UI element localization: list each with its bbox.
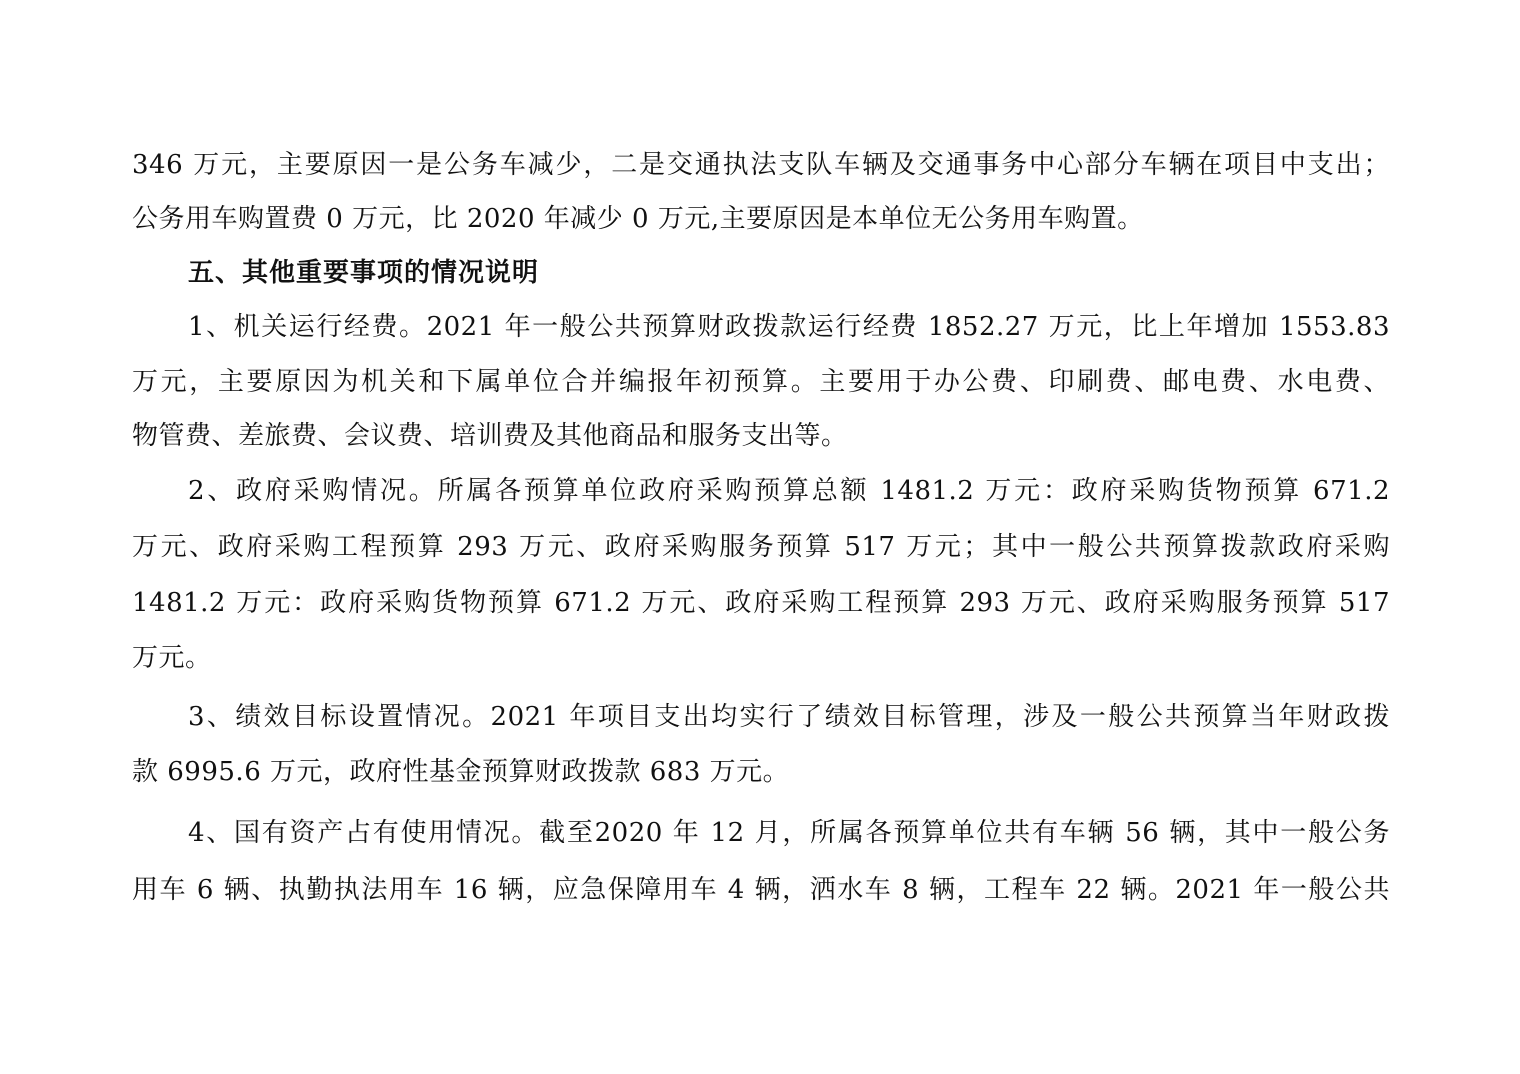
document-page bbox=[132, 0, 1390, 1074]
paragraph-line: 万元，主要原因为机关和下属单位合并编报年初预算。主要用于办公费、印刷费、邮电费、水电费、 bbox=[132, 367, 1390, 397]
paragraph-line: 346 万元，主要原因一是公务车减少，二是交通执法支队车辆及交通事务中心部分车辆在项目中支出； bbox=[132, 150, 1390, 180]
paragraph-line: 2、政府采购情况。所属各预算单位政府采购预算总额 1481.2 万元：政府采购货物预算 671.2 bbox=[188, 476, 1390, 506]
paragraph-line: 用车 6 辆、执勤执法用车 16 辆，应急保障用车 4 辆，洒水车 8 辆，工程车 22 辆。2021 年一般公共 bbox=[132, 875, 1390, 905]
section-heading: 五、其他重要事项的情况说明 bbox=[188, 258, 540, 288]
paragraph-line: 万元。 bbox=[132, 643, 212, 673]
paragraph-line: 公务用车购置费 0 万元，比 2020 年减少 0 万元,主要原因是本单位无公务用车购置。 bbox=[132, 204, 1144, 234]
paragraph-line: 款 6995.6 万元，政府性基金预算财政拨款 683 万元。 bbox=[132, 757, 790, 787]
paragraph-line: 1481.2 万元：政府采购货物预算 671.2 万元、政府采购工程预算 293 万元、政府采购服务预算 517 bbox=[132, 588, 1390, 618]
paragraph-line: 4、国有资产占有使用情况。截至2020 年 12 月，所属各预算单位共有车辆 56 辆，其中一般公务 bbox=[188, 818, 1390, 848]
paragraph-line: 1、机关运行经费。2021 年一般公共预算财政拨款运行经费 1852.27 万元，比上年增加 1553.83 bbox=[188, 312, 1390, 342]
paragraph-line: 3、绩效目标设置情况。2021 年项目支出均实行了绩效目标管理，涉及一般公共预算当年财政拨 bbox=[188, 702, 1390, 732]
paragraph-line: 物管费、差旅费、会议费、培训费及其他商品和服务支出等。 bbox=[132, 421, 848, 451]
paragraph-line: 万元、政府采购工程预算 293 万元、政府采购服务预算 517 万元；其中一般公共预算拨款政府采购 bbox=[132, 532, 1390, 562]
